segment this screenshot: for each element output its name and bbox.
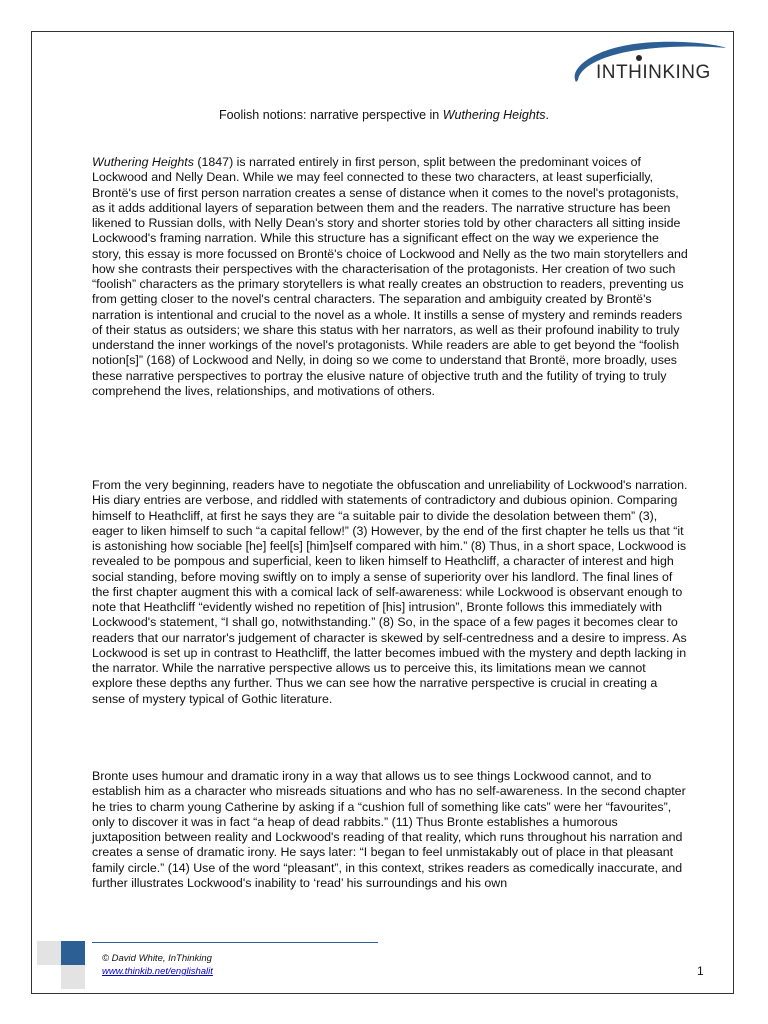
footer-rule	[92, 942, 378, 943]
paragraph-1	[92, 155, 688, 399]
document-title	[0, 108, 768, 122]
paragraph-text: (1847) is narrated entirely in first person, split between the predominant voices of Lockwood and Nelly Dean. While we may feel connected to these two characters, at least superficially, Brontë's use of first person narration creates a sense of distance when it comes to the novel's protagonists, as it adds additional layers of separation between them and the readers. The narrative structure has been likened to Russian dolls, with Nelly Dean's story and shorter stories told by other characters all sitting inside Lockwood's framing narration. While this structure has a significant effect on the way we experience the story, this essay is more focussed on Brontë's choice of Lockwood and Nelly as the two main storytellers and how she contrasts their perspectives with the characterisation of the protagonists. Her creation of two such “foolish” characters as the primary storytellers is what really creates an obstruction to readers, preventing us from getting closer to the novel's central characters. The separation and ambiguity created by Brontë's narration is intentional and crucial to the novel as a whole. It instills a sense of mystery and reminds readers of their status as outsiders; we share this status with her narrators, as well as their profound inability to truly understand the inner workings of the novel's protagonists. While readers are able to get beyond the “foolish notion[s]” (168) of Lockwood and Nelly, in doing so we come to understand that Brontë, more broadly, uses these narrative perspectives to portray the elusive nature of objective truth and the futility of trying to truly comprehend the lives, relationships, and motivations of others.	[92, 155, 688, 398]
footer-square-grey-2	[61, 965, 85, 989]
paragraph-text: Bronte uses humour and dramatic irony in a way that allows us to see things Lockwood cannot, and to establish him as a character who misreads situations and who has no self-awareness. In the second chapter he tries to charm young Catherine by asking if a “cushion full of something like cats” were her “favourites”, only to discover it was in fact “a heap of dead rabbits.” (11) Thus Bronte establishes a humorous juxtaposition between reality and Lockwood's reading of that reality, which runs throughout his narration and creates a sense of dramatic irony. He says later: “I began to feel unmistakably out of place in that pleasant family circle.” (14) Use of the word “pleasant”, in this context, strikes readers as comedically inaccurate, and further illustrates Lockwood's inability to ‘read’ his surroundings and his own	[92, 769, 686, 890]
paragraph-2	[92, 478, 688, 707]
footer-copyright: © David White, InThinking	[102, 953, 212, 964]
title-plain: Foolish notions: narrative perspective in	[218, 108, 443, 122]
paragraph-lead-italic: Wuthering Heights	[92, 155, 194, 169]
logo-text: INTHINKING	[596, 62, 711, 83]
paragraph-text: From the very beginning, readers have to negotiate the obfuscation and unreliability of Lockwood's narration. His diary entries are verbose, and riddled with statements of contradictory and dubious opinion. Comparing himself to Heathcliff, at first he says they are “a suitable pair to divide the desolation between them” (3), eager to liken himself to such “a capital fellow!” (3) However, by the end of the first chapter he tells us that “it is astonishing how sociable [he] feel[s] [him]self compared with him.” (8) Thus, in a short space, Lockwood is revealed to be pompous and superficial, keen to liken himself to Heathcliff, a character of interest and high social standing, before moving swiftly on to imply a sense of superiority over his landlord. The final lines of the first chapter augment this with a comical lack of self-awareness: while Lockwood is observant enough to note that Heathcliff “evidently wished no repetition of [his] intrusion”, Bronte follows this immediately with Lockwood's statement, “I shall go, notwithstanding.” (8) So, in the space of a few pages it becomes clear to readers that our narrator's judgement of character is skewed by self-centredness and a desire to impress. As Lockwood is set up in contrast to Heathcliff, the latter becomes imbued with the mystery and depth lacking in the narrator. While the narrative perspective allows us to perceive this, its limitations mean we cannot explore these depths any further. Thus we can see how the narrative perspective is crucial in creating a sense of mystery typical of Gothic literature.	[92, 478, 688, 706]
title-end: .	[545, 108, 550, 122]
footer-square-blue	[61, 941, 85, 965]
footer-link[interactable]: www.thinkib.net/englishalit	[102, 966, 213, 977]
footer-square-grey-1	[37, 941, 61, 965]
title-italic: Wuthering Heights	[442, 108, 546, 122]
paragraph-3	[92, 769, 688, 891]
page-number: 1	[697, 964, 704, 978]
